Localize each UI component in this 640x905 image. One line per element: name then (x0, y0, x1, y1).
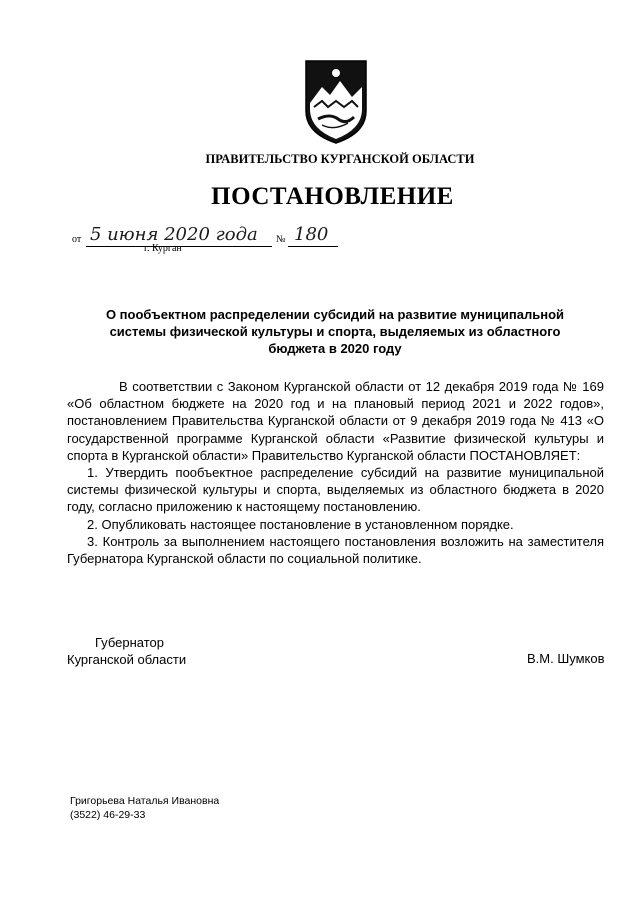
contact-phone: (3522) 46-29-33 (70, 808, 146, 821)
number-label: № (276, 234, 286, 245)
document-body (67, 378, 604, 567)
handwritten-date: 5 июня 2020 года (90, 224, 258, 245)
kurgan-coat-of-arms-icon (300, 57, 372, 145)
contact-name: Григорьева Наталья Ивановна (70, 795, 220, 807)
document-type: ПОСТАНОВЛЕНИЕ (211, 183, 454, 210)
signatory-name: В.М. Шумков (527, 651, 605, 666)
preamble-paragraph: В соответствии с Законом Курганской области от 12 декабря 2019 года № 169 «Об областном бюджете на 2020 год и на плановый период 2021 и 2022 годов», постановлением Правительства Курганской области от 9 декабря 2019 года № 413 «О государственной программе Курганской области «Развитие физической культуры и спорта в Курганской области» Правительство Курганской области ПОСТАНОВЛЯЕТ: (67, 379, 604, 463)
date-label: от (72, 234, 82, 245)
number-underline (288, 246, 338, 247)
signatory-position (67, 634, 186, 668)
registration-row (72, 224, 372, 264)
city-label: г. Курган (144, 243, 182, 254)
organization-name: ПРАВИТЕЛЬСТВО КУРГАНСКОЙ ОБЛАСТИ (205, 152, 475, 166)
item-3-paragraph: 3. Контроль за выполнением настоящего постановления возложить на заместителя Губернатора Курганской области по социальной политике. (67, 533, 604, 567)
handwritten-number: 180 (294, 224, 329, 245)
position-line-1: Губернатор (95, 635, 164, 650)
document-title: О пообъектном распределении субсидий на развитие муниципальной системы физической культуры и спорта, выделяемых из областного бюджета в 2020 году (105, 307, 565, 356)
position-line-2: Курганской области (67, 652, 187, 667)
item-1-paragraph: 1. Утвердить пообъектное распределение субсидий на развитие муниципальной системы физической культуры и спорта, выделяемых из областного бюджета в 2020 году, согласно приложению к настоящему постановлению. (67, 465, 604, 515)
item-2-paragraph: 2. Опубликовать настоящее постановление в установленном порядке. (87, 516, 514, 532)
contact-block (70, 795, 219, 822)
